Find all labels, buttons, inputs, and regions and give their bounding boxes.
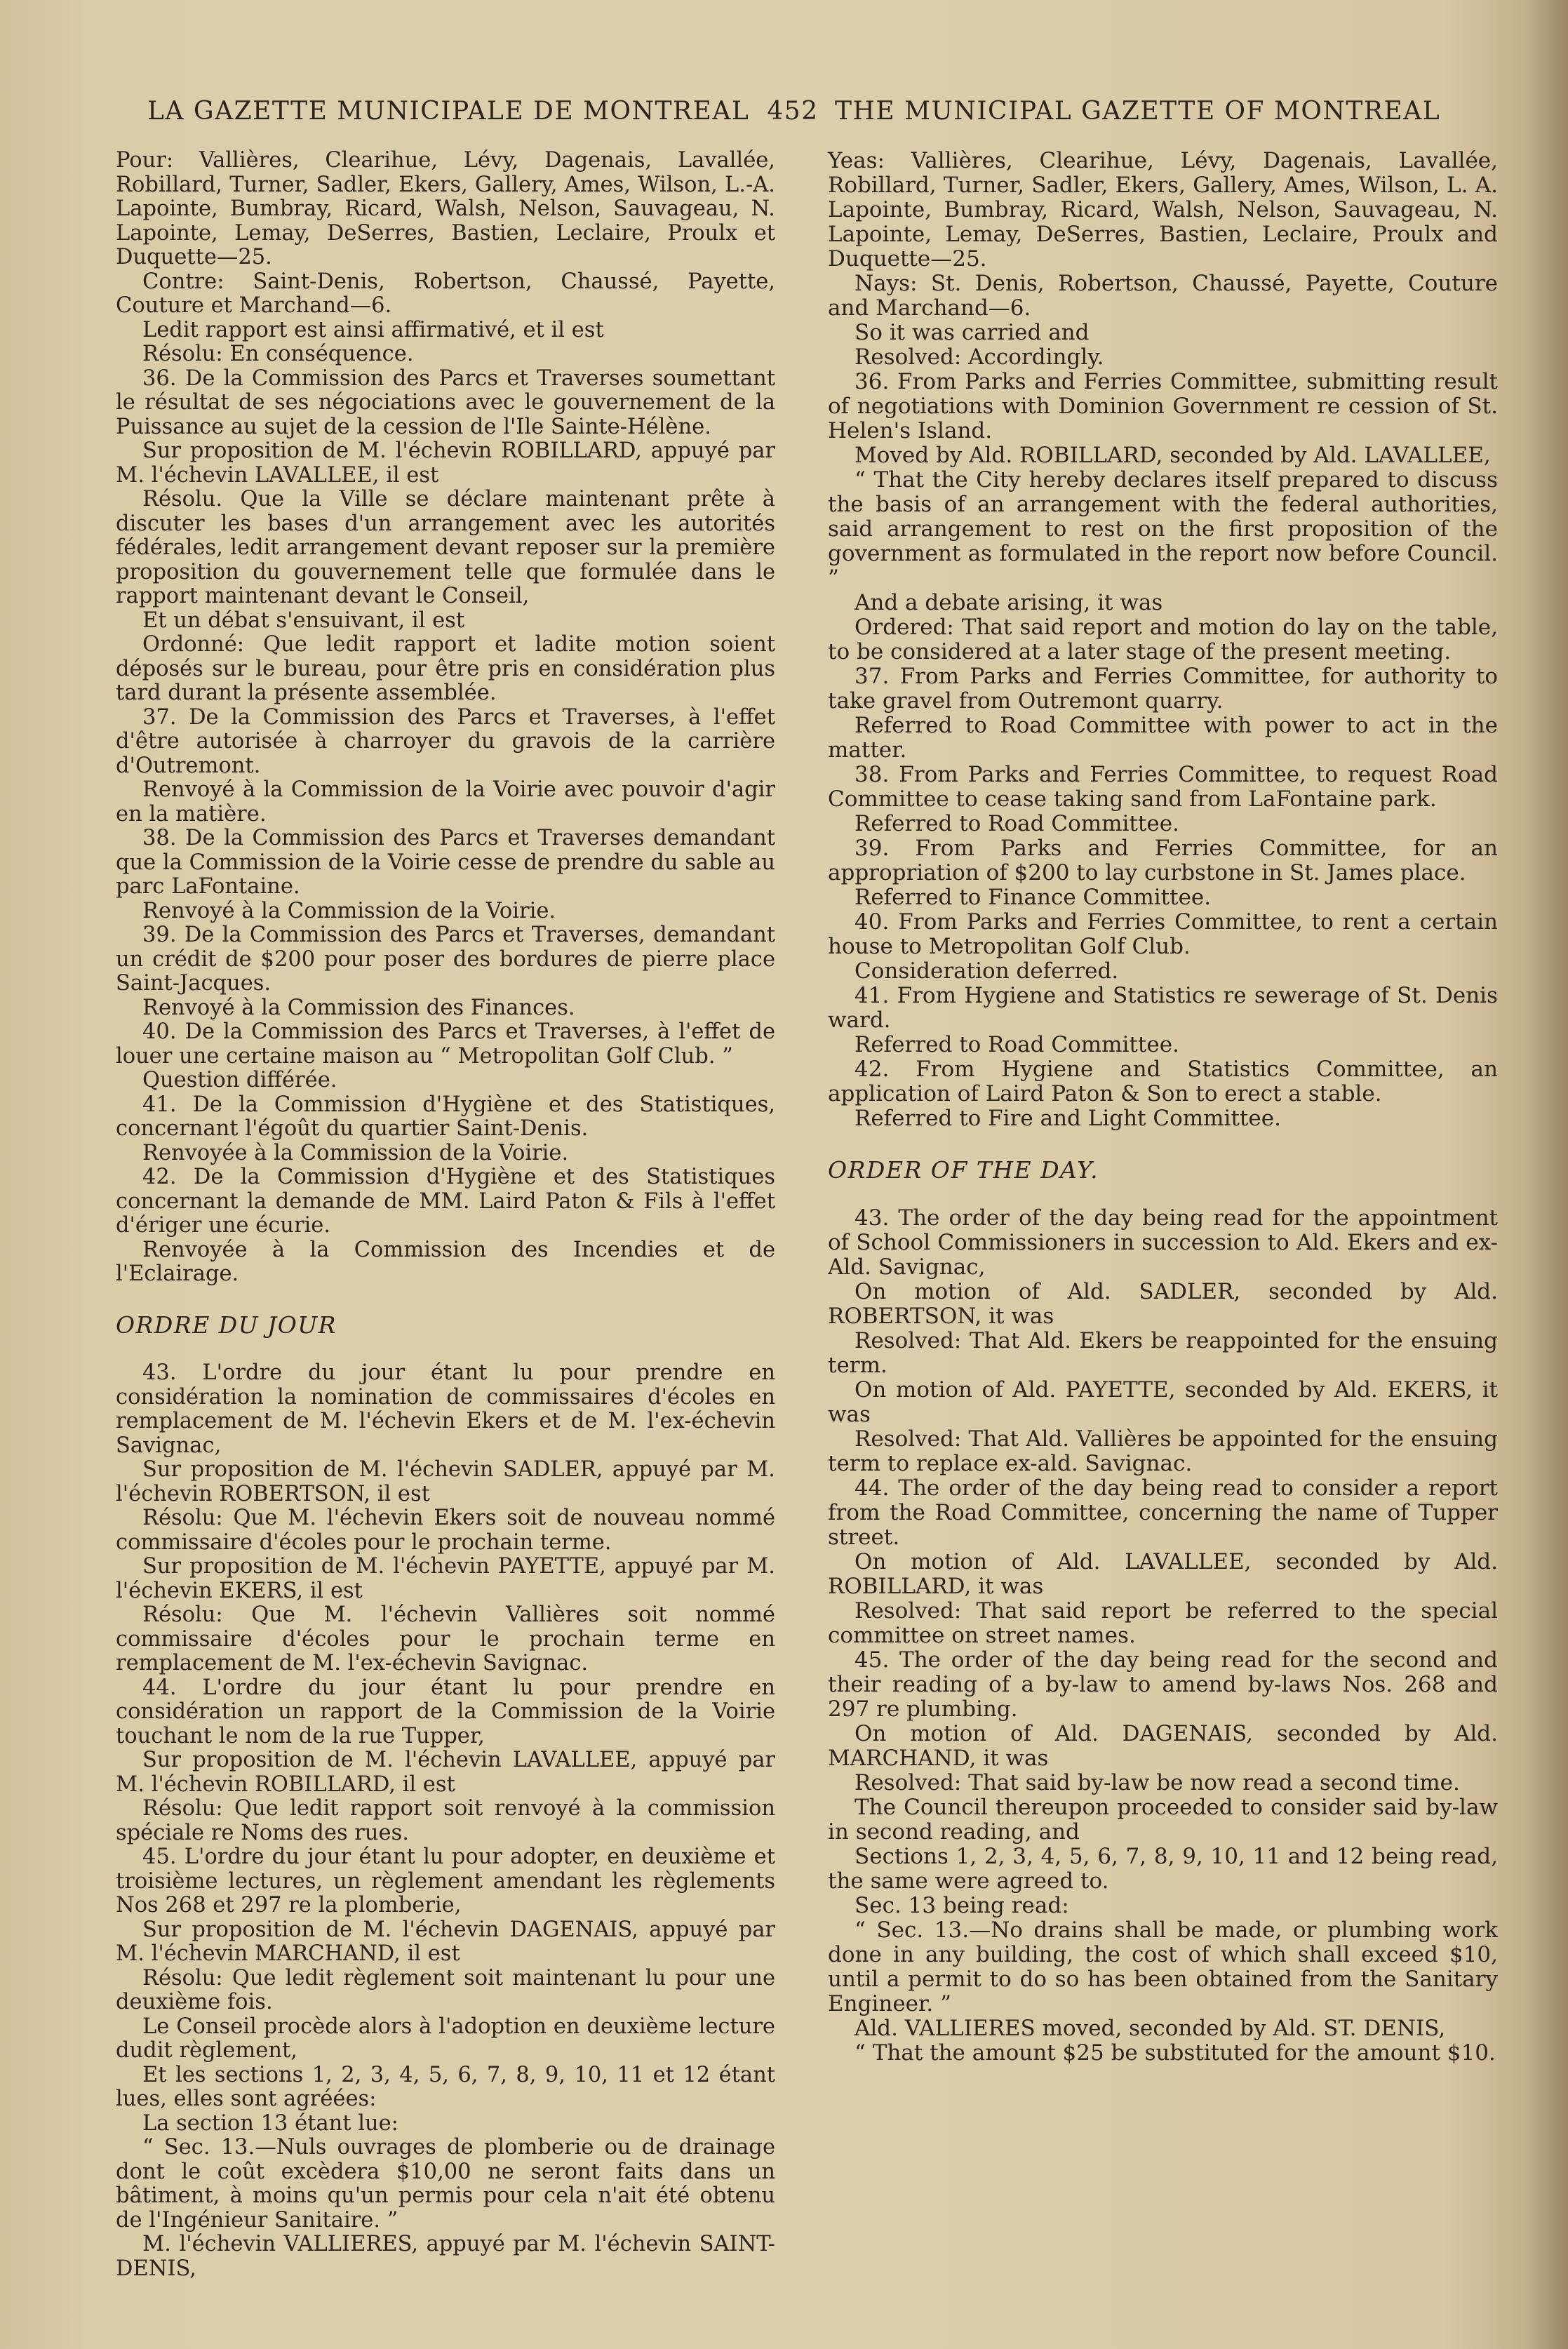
english-paragraph: 39. From Parks and Ferries Committee, for an appropriation of $200 to lay curbstone in St. James place.: [828, 836, 1498, 885]
french-paragraph: Renvoyé à la Commission de la Voirie avec pouvoir d'agir en la matière.: [116, 777, 775, 826]
english-agenda-paragraph: 43. The order of the day being read for the appointment of School Commissioners in succession to Ald. Ekers and ex-Ald. Savignac,: [828, 1205, 1498, 1280]
french-paragraph: 42. De la Commission d'Hygiène et des Statistiques concernant la demande de MM. Laird Paton & Fils à l'effet d'ériger une écurie.: [116, 1165, 775, 1238]
french-paragraph: Pour: Vallières, Clearihue, Lévy, Dagenais, Lavallée, Robillard, Turner, Sadler, Ekers, Gallery, Ames, Wilson, L.-A. Lapointe, Bumbray, Ricard, Walsh, Nelson, Sauvageau, N. Lapointe, Lemay, DeSerres, Bastien, Leclaire, Proulx et Duquette—25.: [116, 148, 775, 269]
english-paragraph: Referred to Finance Committee.: [855, 885, 1212, 910]
french-column: [116, 149, 775, 2281]
french-agenda-paragraph: Sur proposition de M. l'échevin DAGENAIS, appuyé par M. l'échevin MARCHAND, il est: [116, 1917, 775, 1966]
english-agenda-paragraph: The Council thereupon proceeded to consider said by-law in second reading, and: [828, 1795, 1498, 1845]
french-agenda-paragraph: Résolu: Que ledit rapport soit renvoyé à la commission spéciale re Noms des rues.: [116, 1796, 775, 1845]
french-paragraph: 36. De la Commission des Parcs et Traverses soumettant le résultat de ses négociations avec le gouvernement de la Puissance au sujet de la cession de l'Ile Sainte-Hélène.: [116, 366, 775, 439]
english-agenda-paragraph: Resolved: That Ald. Vallières be appointed for the ensuing term to replace ex-ald. Savignac.: [828, 1426, 1498, 1476]
english-paragraph: Referred to Road Committee.: [855, 811, 1179, 836]
english-agenda-paragraph: Sec. 13 being read:: [855, 1893, 1069, 1918]
english-paragraph: “ That the City hereby declares itself prepared to discuss the basis of an arrangement with the federal authorities, said arrangement to rest on the first proposition of the government as formulated in the report now before Council. ”: [828, 467, 1498, 591]
english-agenda-paragraph: On motion of Ald. SADLER, seconded by Ald. ROBERTSON, it was: [828, 1279, 1498, 1329]
english-paragraph: 37. From Parks and Ferries Committee, for authority to take gravel from Outremont quarry.: [828, 664, 1498, 714]
french-paragraph: Résolu. Que la Ville se déclare maintenant prête à discuter les bases d'un arrangement avec les autorités fédérales, ledit arrangement devant reposer sur la première proposition du gouvernement telle que formulée dans le rapport maintenant devant le Conseil,: [116, 487, 775, 608]
page-number: 452: [767, 97, 819, 126]
french-agenda-paragraph: Sur proposition de M. l'échevin LAVALLEE, appuyé par M. l'échevin ROBILLARD, il est: [116, 1748, 775, 1797]
french-paragraph: Question différée.: [142, 1068, 337, 1092]
english-agenda-paragraph: 44. The order of the day being read to consider a report from the Road Committee, concerning the name of Tupper street.: [828, 1475, 1498, 1550]
french-agenda-paragraph: Sur proposition de M. l'échevin SADLER, appuyé par M. l'échevin ROBERTSON, il est: [116, 1457, 775, 1506]
french-paragraph: Contre: Saint-Denis, Robertson, Chaussé, Payette, Couture et Marchand—6.: [116, 269, 775, 318]
french-paragraph: Sur proposition de M. l'échevin ROBILLARD, appuyé par M. l'échevin LAVALLEE, il est: [116, 439, 775, 488]
english-paragraph: 38. From Parks and Ferries Committee, to request Road Committee to cease taking sand from LaFontaine park.: [828, 762, 1498, 812]
english-agenda-paragraph: On motion of Ald. DAGENAIS, seconded by Ald. MARCHAND, it was: [828, 1721, 1498, 1771]
french-paragraph: Ordonné: Que ledit rapport et ladite motion soient déposés sur le bureau, pour être pris en considération plus tard durant la présente assemblée.: [116, 632, 775, 705]
french-paragraph: 38. De la Commission des Parcs et Traverses demandant que la Commission de la Voirie cesse de prendre du sable au parc LaFontaine.: [116, 826, 775, 899]
english-paragraph: Ordered: That said report and motion do lay on the table, to be considered at a later stage of the present meeting.: [828, 615, 1498, 664]
english-paragraph: Consideration deferred.: [855, 958, 1119, 984]
english-paragraph: 36. From Parks and Ferries Committee, submitting result of negotiations with Dominion Government re cession of St. Helen's Island.: [828, 369, 1498, 443]
french-agenda-paragraph: Résolu: Que ledit règlement soit maintenant lu pour une deuxième fois.: [116, 1965, 775, 2014]
header-english-title: THE MUNICIPAL GAZETTE OF MONTREAL: [835, 97, 1441, 126]
french-agenda-paragraph: Et les sections 1, 2, 3, 4, 5, 6, 7, 8, 9, 10, 11 et 12 étant lues, elles sont agréées:: [116, 2062, 775, 2111]
french-paragraph: 37. De la Commission des Parcs et Traverses, à l'effet d'être autorisée à charroyer du gravois de la carrière d'Outremont.: [116, 704, 775, 778]
english-paragraph: And a debate arising, it was: [855, 590, 1163, 615]
english-column: [828, 149, 1498, 2066]
english-agenda-paragraph: “ That the amount $25 be substituted for the amount $10.: [855, 2040, 1496, 2066]
french-agenda-paragraph: Résolu: Que M. l'échevin Ekers soit de nouveau nommé commissaire d'écoles pour le prochain terme.: [116, 1506, 775, 1555]
english-agenda-paragraph: Resolved: That said by-law be now read a second time.: [855, 1770, 1460, 1795]
french-paragraph: Renvoyée à la Commission des Incendies et de l'Eclairage.: [116, 1237, 775, 1286]
french-section-title: ORDRE DU JOUR: [116, 1311, 337, 1339]
french-paragraph: Renvoyée à la Commission de la Voirie.: [142, 1140, 569, 1165]
english-agenda-paragraph: Ald. VALLIERES moved, seconded by Ald. ST. DENIS,: [855, 2016, 1446, 2041]
english-agenda-paragraph: Sections 1, 2, 3, 4, 5, 6, 7, 8, 9, 10, 11 and 12 being read, the same were agreed to.: [828, 1844, 1498, 1894]
french-paragraph: 41. De la Commission d'Hygiène et des Statistiques, concernant l'égoût du quartier Saint-Denis.: [116, 1092, 775, 1141]
english-paragraph: Referred to Road Committee.: [855, 1032, 1179, 1057]
french-paragraph: Ledit rapport est ainsi affirmativé, et il est: [142, 317, 604, 342]
french-agenda-paragraph: 44. L'ordre du jour étant lu pour prendre en considération un rapport de la Commission de la Voirie touchant le nom de la rue Tupper,: [116, 1675, 775, 1748]
french-paragraph: Renvoyé à la Commission de la Voirie.: [142, 898, 556, 923]
english-paragraph: Yeas: Vallières, Clearihue, Lévy, Dagenais, Lavallée, Robillard, Turner, Sadler, Ekers, Gallery, Ames, Wilson, L. A. Lapointe, Bumbray, Ricard, Walsh, Nelson, Sauvageau, N. Lapointe, Lemay, DeSerres, Bastien, Leclaire, Proulx and Duquette—25.: [828, 148, 1498, 272]
english-paragraph: 42. From Hygiene and Statistics Committee, an application of Laird Paton & Son to erect a stable.: [828, 1057, 1498, 1106]
page-header: [147, 97, 1480, 139]
header-french-title: LA GAZETTE MUNICIPALE DE MONTREAL: [147, 97, 750, 126]
french-agenda-paragraph: 45. L'ordre du jour étant lu pour adopter, en deuxième et troisième lectures, un règlement amendant les règlements Nos 268 et 297 re la plomberie,: [116, 1845, 775, 1918]
english-agenda-paragraph: 45. The order of the day being read for the second and their reading of a by-law to amend by-laws Nos. 268 and 297 re plumbing.: [828, 1647, 1498, 1722]
english-agenda-paragraph: Resolved: That Ald. Ekers be reappointed for the ensuing term.: [828, 1328, 1498, 1378]
french-agenda-paragraph: “ Sec. 13.—Nuls ouvrages de plomberie ou de drainage dont le coût excèdera $10,00 ne seront faits dans un bâtiment, à moins qu'un permis pour cela n'ait été obtenu de l'Ingénieur Sanitaire. ”: [116, 2135, 775, 2233]
english-agenda-paragraph: On motion of Ald. PAYETTE, seconded by Ald. EKERS, it was: [828, 1377, 1498, 1427]
english-agenda-paragraph: “ Sec. 13.—No drains shall be made, or plumbing work done in any building, the cost of which shall exceed $10, until a permit to do so has been obtained from the Sanitary Engineer. ”: [828, 1918, 1498, 2016]
french-agenda-paragraph: 43. L'ordre du jour étant lu pour prendre en considération la nomination de commissaires d'écoles en remplacement de M. l'échevin Ekers et de M. l'ex-échevin Savignac,: [116, 1360, 775, 1458]
french-paragraph: Résolu: En conséquence.: [142, 342, 414, 366]
french-paragraph: 40. De la Commission des Parcs et Traverses, à l'effet de louer une certaine maison au “ Metropolitan Golf Club. ”: [116, 1019, 775, 1069]
french-agenda-paragraph: La section 13 étant lue:: [142, 2110, 398, 2136]
french-paragraph: Et un débat s'ensuivant, il est: [142, 608, 465, 633]
english-paragraph: Resolved: Accordingly.: [855, 344, 1104, 370]
french-paragraph: 39. De la Commission des Parcs et Traverses, demandant un crédit de $200 pour poser des bordures de pierre place Saint-Jacques.: [116, 923, 775, 996]
french-paragraph: Renvoyé à la Commission des Finances.: [142, 995, 575, 1020]
french-agenda-paragraph: Le Conseil procède alors à l'adoption en deuxième lecture dudit règlement,: [116, 2014, 775, 2063]
english-paragraph: Referred to Fire and Light Committee.: [855, 1106, 1281, 1131]
page-edge-shadow: [1526, 0, 1568, 2349]
french-agenda-paragraph: Sur proposition de M. l'échevin PAYETTE, appuyé par M. l'échevin EKERS, il est: [116, 1554, 775, 1603]
english-paragraph: 40. From Parks and Ferries Committee, to rent a certain house to Metropolitan Golf Club.: [828, 909, 1498, 959]
french-agenda-paragraph: M. l'échevin VALLIERES, appuyé par M. l'échevin SAINT-DENIS,: [116, 2232, 775, 2281]
english-agenda-paragraph: On motion of Ald. LAVALLEE, seconded by Ald. ROBILLARD, it was: [828, 1549, 1498, 1599]
english-paragraph: Moved by Ald. ROBILLARD, seconded by Ald. LAVALLEE,: [855, 443, 1491, 468]
english-paragraph: Referred to Road Committee with power to act in the matter.: [828, 713, 1498, 763]
english-paragraph: So it was carried and: [855, 320, 1090, 345]
english-paragraph: Nays: St. Denis, Robertson, Chaussé, Payette, Couture and Marchand—6.: [828, 271, 1498, 321]
english-agenda-paragraph: Resolved: That said report be referred to the special committee on street names.: [828, 1598, 1498, 1648]
english-paragraph: 41. From Hygiene and Statistics re sewerage of St. Denis ward.: [828, 983, 1498, 1033]
french-agenda-paragraph: Résolu: Que M. l'échevin Vallières soit nommé commissaire d'écoles pour le prochain terme en remplacement de M. l'ex-échevin Savignac.: [116, 1602, 775, 1675]
english-section-title: ORDER OF THE DAY.: [828, 1156, 1099, 1184]
